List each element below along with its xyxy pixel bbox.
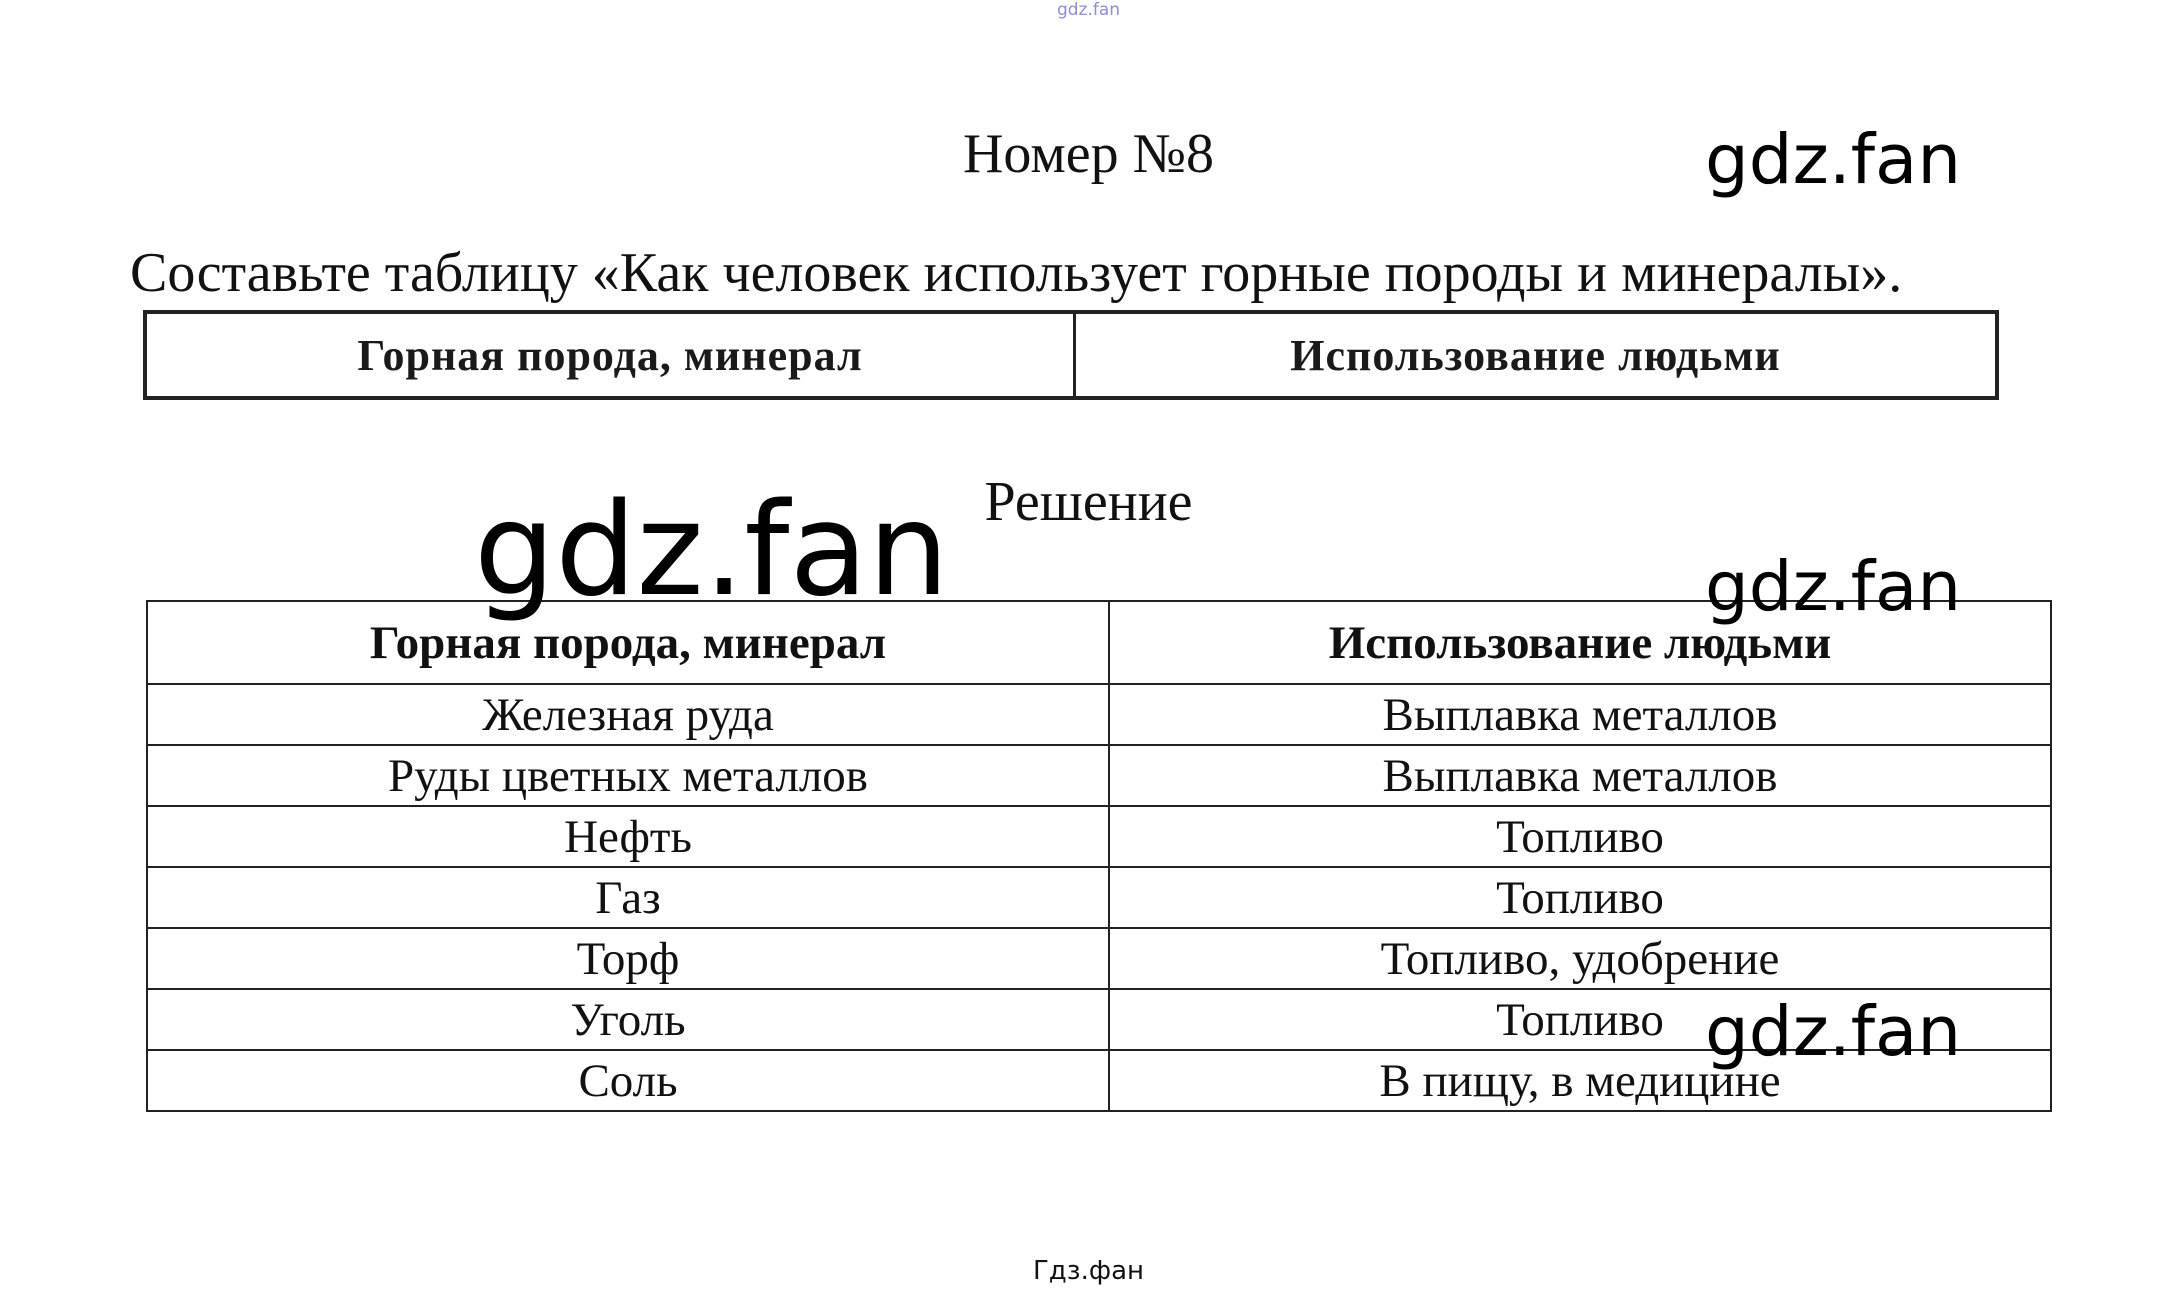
cell-rock: Соль — [147, 1050, 1109, 1111]
watermark: gdz.fan — [1705, 992, 1962, 1072]
cell-rock: Руды цветных металлов — [147, 745, 1109, 806]
cell-usage: В пищу, в медицине — [1109, 1050, 2051, 1111]
header-rock: Горная порода, минерал — [147, 601, 1109, 684]
cell-rock: Газ — [147, 867, 1109, 928]
cell-usage: Топливо — [1109, 867, 2051, 928]
cell-usage: Топливо — [1109, 806, 2051, 867]
watermark: gdz.fan — [474, 476, 949, 625]
watermark: gdz.fan — [1705, 120, 1962, 200]
table-row — [147, 928, 2051, 989]
cell-usage: Топливо — [1109, 989, 2051, 1050]
cell-usage: Выплавка металлов — [1109, 684, 2051, 745]
cell-usage: Выплавка металлов — [1109, 745, 2051, 806]
top-watermark: gdz.fan — [1056, 0, 1121, 20]
watermark: gdz.fan — [1705, 547, 1962, 627]
template-header-rock: Горная порода, минерал — [147, 314, 1076, 396]
task-template-table — [143, 310, 1999, 400]
cell-rock: Железная руда — [147, 684, 1109, 745]
template-header-usage: Использование людьми — [1290, 330, 1781, 380]
header-usage: Использование людьми — [1109, 601, 2051, 684]
cell-rock: Уголь — [147, 989, 1109, 1050]
table-row — [147, 684, 2051, 745]
solution-label: Решение — [984, 471, 1193, 533]
table-row — [147, 867, 2051, 928]
page-title: Номер №8 — [962, 123, 1215, 185]
table-row — [147, 806, 2051, 867]
cell-rock: Торф — [147, 928, 1109, 989]
cell-usage: Топливо, удобрение — [1109, 928, 2051, 989]
task-text: Составьте таблицу «Как человек использует горные породы и минералы». — [130, 242, 1903, 304]
table-row — [147, 745, 2051, 806]
cell-rock: Нефть — [147, 806, 1109, 867]
footer-text: Гдз.фан — [1032, 1256, 1145, 1286]
